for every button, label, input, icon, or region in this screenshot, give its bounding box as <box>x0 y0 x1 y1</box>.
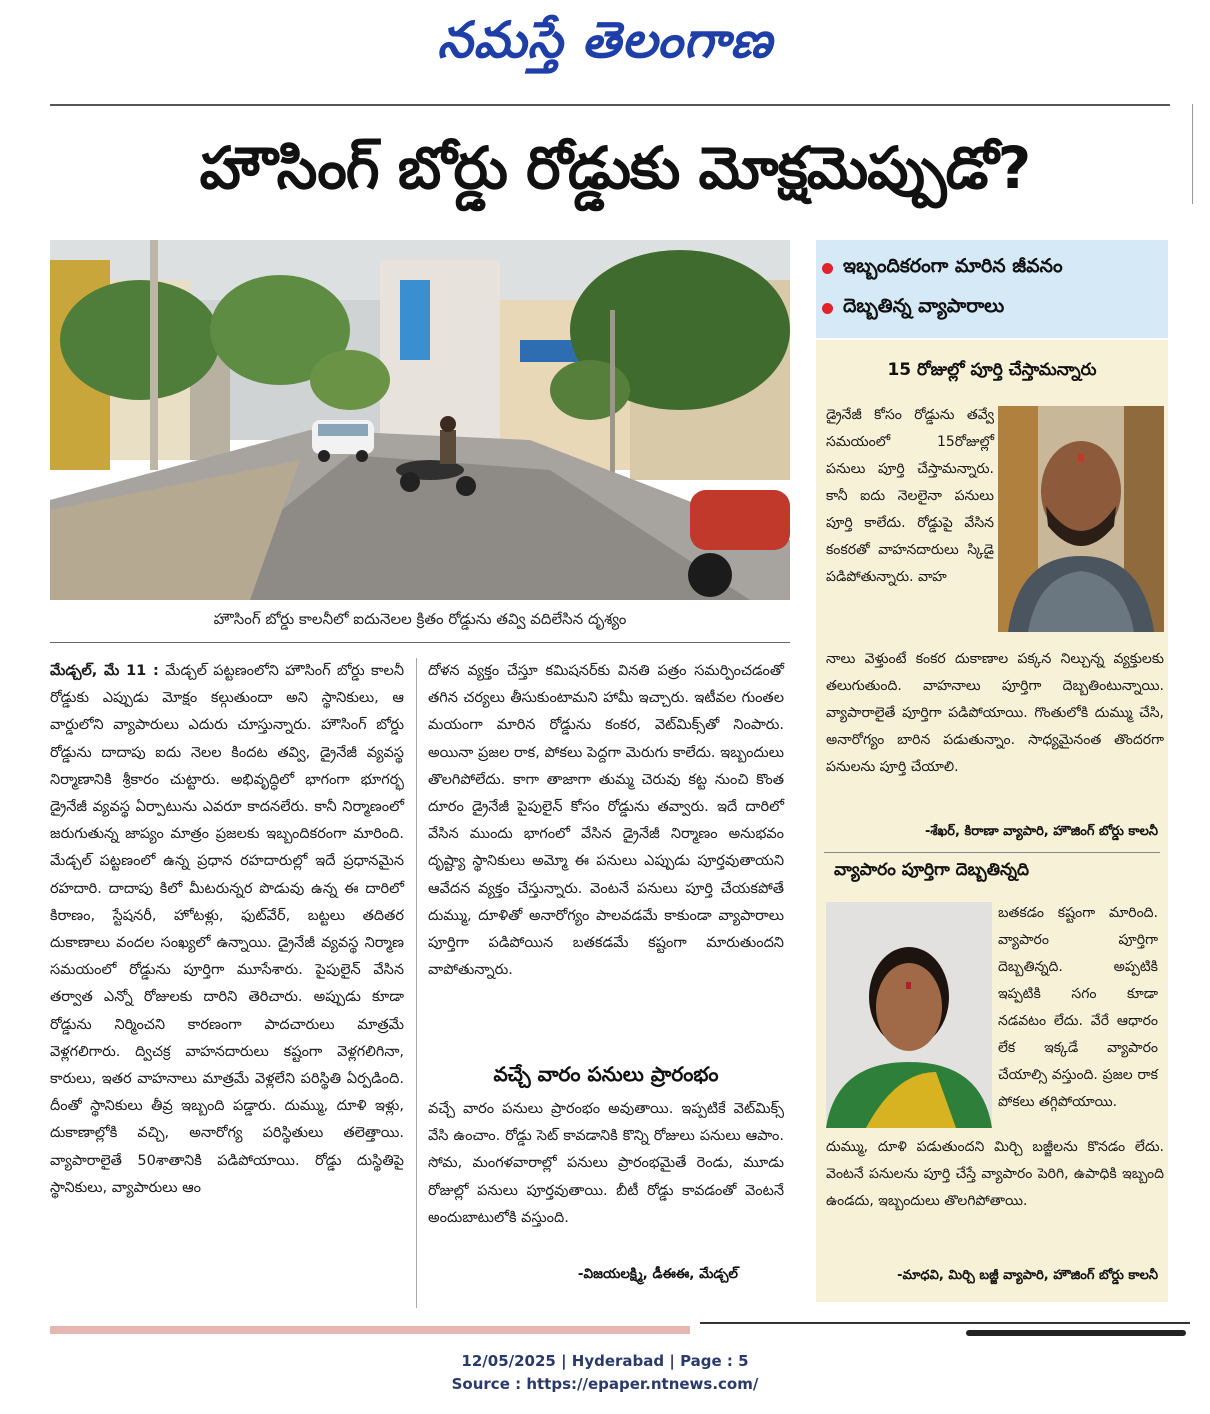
article-dateline: మేడ్చల్, మే 11 : <box>50 663 159 679</box>
quotes-sidebar <box>816 340 1168 1302</box>
header-rule <box>50 104 1170 106</box>
road-photo-illustration <box>50 240 790 600</box>
madhavi-signature: -మాధవి, మిర్చి బజ్జీ వ్యాపారి, హౌజింగ్ బోర్డు కాలనీ <box>897 1268 1158 1283</box>
madhavi-portrait <box>826 902 992 1128</box>
official-quote: వచ్చే వారం పనులు ప్రారంభం అవుతాయి. ఇప్పటికే వెట్‌మిక్స్ వేసి ఉంచాం. రోడ్డు సెట్ కావడానికి కొన్ని రోజులు పనులు ఆపాం. సోమ, మంగళవారాల్లో పనులు ప్రారంభమైతే రెండు, మూడు రోజుల్లో పనులు పూర్తవుతాయి. బీటీ రోడ్డు కావడంతో వెంటనే అందుబాటులోకి వస్తుంది. <box>428 1101 784 1226</box>
bullet-dot-icon <box>822 263 833 274</box>
article-column-1 <box>50 658 404 1202</box>
highlight-text: ఇబ్బందికరంగా మారిన జీవనం <box>843 254 1063 277</box>
shekar-photo <box>998 406 1164 632</box>
page-footer-date: 12/05/2025 | Hyderabad | Page : 5 <box>461 1352 749 1370</box>
highlights-box <box>816 240 1168 338</box>
newspaper-masthead: నమస్తే తెలంగాణ <box>437 10 773 69</box>
quote-title: వ్యాపారం పూర్తిగా దెబ్బతిన్నది <box>834 860 1029 880</box>
page-footer-source: Source : https://epaper.ntnews.com/ <box>451 1375 759 1393</box>
shekar-signature: -శేఖర్, కిరాణా వ్యాపారి, హౌజింగ్ బోర్డు కాలనీ <box>924 824 1158 839</box>
road-photo <box>50 240 790 600</box>
shekar-quote-text: డ్రైనేజీ కోసం రోడ్డును తవ్వే సమయంలో 15రోజుల్లో పనులు పూర్తి చేస్తామన్నారు. కానీ ఐదు నెలలైనా పనులు పూర్తి కాలేదు. రోడ్డుపై వేసిన కంకరతో వాహనదారులు స్కిడై పడిపోతున్నారు. వాహ <box>826 407 994 585</box>
bottom-strip <box>50 1326 690 1334</box>
quote-title: 15 రోజుల్లో పూర్తి చేస్తామన్నారు <box>887 360 1097 380</box>
shekar-quote-text-continued: నాలు వెళ్తుంటే కంకర దుకాణాల పక్కన నిల్చున్న వ్యక్తులకు తలుగుతుంది. వాహనాలు పూర్తిగా దెబ్బతింటున్నాయి. వ్యాపారాలైతే పూర్తిగా పడిపోయాయి. గొంతులోకి దుమ్ము చేసి, అనారోగ్యం బారిన పడుతున్నాం. సాధ్యమైనంత తొందరగా పనులను పూర్తి చేయాలి. <box>826 651 1164 775</box>
caption-rule <box>50 642 790 643</box>
article-body-1: మేడ్చల్ పట్టణంలోని హౌసింగ్ బోర్డు కాలనీ రోడ్డుకు ఎప్పుడు మోక్షం కల్గుతుందా అని స్థానికులు, ఆ వార్డులోని వ్యాపారులు ఎదురు చూస్తున్నారు. హౌసింగ్ బోర్డు రోడ్డును దాదాపు ఐదు నెలల కిందట తవ్వి, డ్రైనేజీ వ్యవస్థ నిర్మాణానికి శ్రీకారం చుట్టారు. అభివృద్ధిలో భాగంగా భూగర్భ డ్రైనేజీ వ్యవస్థ ఏర్పాటును ఎవరూ కాదనలేరు. కానీ నిర్మాణంలో జరుగుతున్న జాప్యం మాత్రం ప్రజలకు ఇబ్బందికరంగా మారింది. మేడ్చల్ పట్టణంలో ఉన్న ప్రధాన రహదారుల్లో ఇదే ప్రధానమైన రహదారి. దాదాపు కిలో మీటరున్నర పొడువు ఉన్న ఈ దారిలో కిరాణం, స్టేషనరీ, హోటళ్లు, ఫుట్‌వేర్, బట్టలు తదితర దుకాణాలు వందల సంఖ్యలో ఉన్నాయి. డ్రైనేజీ వ్యవస్థ నిర్మాణ సమయంలో రోడ్డును పూర్తిగా మూసేశారు. పైపులైన్ వేసిన తర్వాత ఎన్నో రోజులకు దారిని తెరిచారు. అప్పుడు కూడా రోడ్డును నిర్మించని కారణంగా పాదచారులు మాత్రమే వెళ్లగలిగారు. ద్విచక్ర వాహనదారులు కష్టంగా వెళ్లగలిగినా, కారులు, ఇతర వాహనాలు మాత్రమే వెళ్లలేని పరిస్థితి ఏర్పడింది. దీంతో స్థానికులు తీవ్ర ఇబ్బంది పడ్డారు. దుమ్ము, దూళి ఇళ్లు, దుకాణాల్లోకి వచ్చి, అనారోగ్య పరిస్థితులు తలెత్తాయి. వ్యాపారాలైతే 50శాతానికి పడిపోయాయి. రోడ్డు దుస్థితిపై స్థానికులు, వ్యాపారులు ఆం <box>50 663 404 1196</box>
madhavi-quote-text: బతకడం కష్టంగా మారింది. వ్యాపారం పూర్తిగా దెబ్బతిన్నది. అప్పటికి ఇప్పటికి సగం కూడా నడవటం లేదు. వేరే ఆధారం లేక ఇక్కడే వ్యాపారం చేయాల్సి వస్తుంది. ప్రజల రాక పోకలు తగ్గిపోయాయి. <box>998 905 1158 1110</box>
shekar-portrait <box>998 406 1164 632</box>
bottom-rule <box>700 1322 1190 1324</box>
bullet-dot-icon <box>822 303 833 314</box>
highlight-item <box>822 248 1162 288</box>
next-article-fragment <box>966 1330 1186 1336</box>
article-column-2: దోళన వ్యక్తం చేస్తూ కమిషనర్‌కు వినతి పత్రం సమర్పించడంతో తగిన చర్యలు తీసుకుంటామని హామీ ఇచ్చారు. ఇటీవల గుంతల మయంగా మారిన రోడ్డును కంకర, వెట్‌మిక్స్‌తో నింపారు. అయినా ప్రజల రాక, పోకలు పెద్దగా మెరుగు కాలేదు. ఇబ్బందులు తొలగిపోలేదు. కాగా తాజాగా తుమ్మ చెరువు కట్ట నుంచి కొంత దూరం డ్రైనేజీ పైపులైన్ కోసం రోడ్డును తవ్వారు. ఇదే దారిలో వేసిన ముందు భాగంలో వేసిన డ్రైనేజీ నిర్మాణం అనుభవం దృష్ట్యా స్థానికులు అమ్మో ఈ పనులు ఎప్పుడు పూర్తవుతాయని ఆవేదన వ్యక్తం చేస్తున్నారు. వెంటనే పనులు పూర్తి చేయకపోతే దుమ్ము, దూళితో అనారోగ్యం పాలవడమే కాకుండా వ్యాపారాలు పూర్తిగా పడిపోయిన బతకడమే కష్టంగా మారుతుందని వాపోతున్నారు. <box>428 663 784 979</box>
madhavi-photo <box>826 902 992 1128</box>
highlight-text: దెబ్బతిన్న వ్యాపారాలు <box>843 294 1005 317</box>
sidebar-divider <box>824 852 1160 853</box>
column-rule <box>1192 104 1193 204</box>
article-subheading: వచ్చే వారం పనులు ప్రారంభం <box>493 1062 719 1086</box>
article-headline: హౌసింగ్ బోర్డు రోడ్డుకు మోక్షమెప్పుడో? <box>199 134 1031 202</box>
official-signature: -విజయలక్ష్మి, డీఈఈ, మేడ్చల్ <box>577 1266 738 1282</box>
column-divider <box>416 658 417 1308</box>
photo-caption: హౌసింగ్ బోర్డు కాలనీలో ఐదునెలల క్రితం రోడ్డును తవ్వి వదిలేసిన దృశ్యం <box>213 610 627 628</box>
madhavi-quote-text-continued: దుమ్ము, దూళి పడుతుందని మిర్చి బజ్జీలను కొనడం లేదు. వెంటనే పనులను పూర్తి చేస్తే వ్యాపారం పెరిగి, ఉపాధికి ఇబ్బంది ఉండదు, ఇబ్బందులు తొలగిపోతాయి. <box>826 1139 1164 1209</box>
highlight-item <box>822 288 1162 328</box>
